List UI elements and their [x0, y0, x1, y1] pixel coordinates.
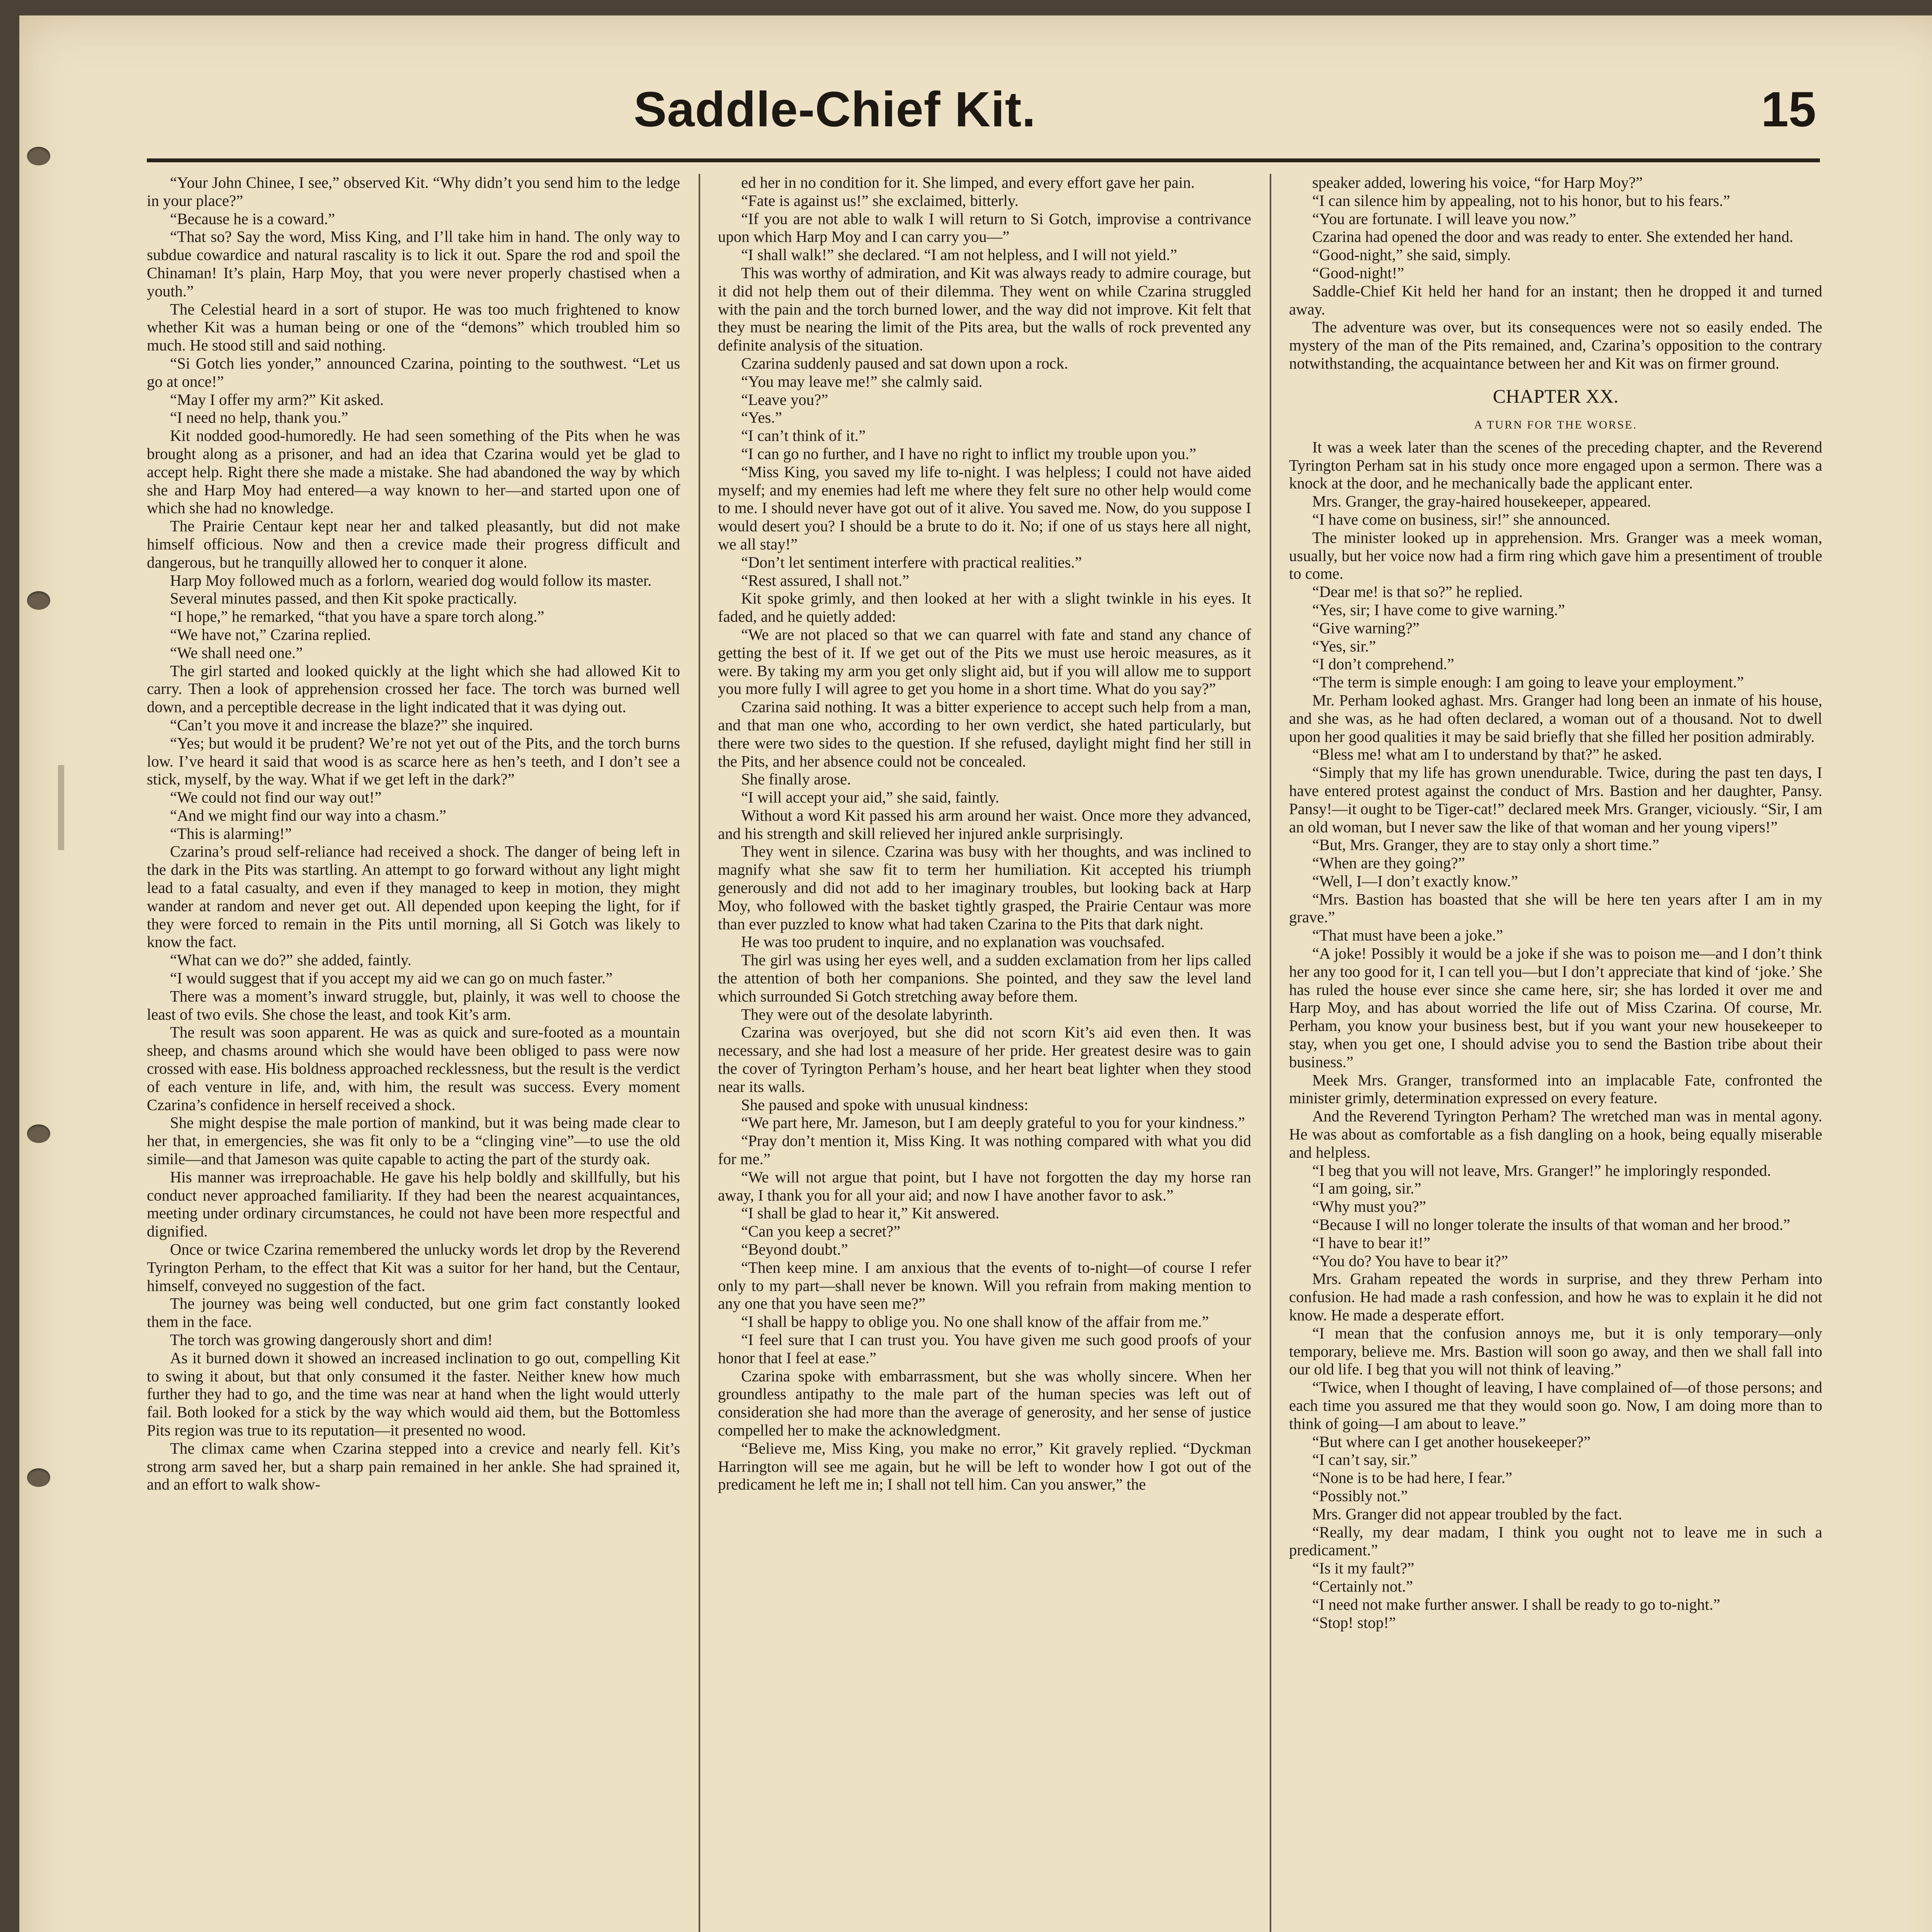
binding-hole	[27, 1124, 50, 1143]
page-header	[147, 73, 1816, 155]
paragraph: Czarina spoke with embarrassment, but she was wholly sincere. When her groundless antipathy to the male part of the human species was left out of consideration she had more than the average of generosity, and her sense of justice compelled her to make the acknowledgment.	[718, 1367, 1251, 1439]
paragraph: “Mrs. Bastion has boasted that she will be here ten years after I am in my grave.”	[1289, 890, 1822, 926]
paragraph: She paused and spoke with unusual kindness:	[741, 1096, 1029, 1114]
paragraph: “I shall be happy to oblige you. No one shall know of the affair from me.”	[741, 1313, 1209, 1331]
paragraph: “Pray don’t mention it, Miss King. It was nothing compared with what you did for me.”	[718, 1132, 1251, 1168]
paragraph: She finally arose.	[741, 770, 851, 788]
paragraph: “I shall be glad to hear it,” Kit answered.	[741, 1204, 1000, 1222]
paragraph: He was too prudent to inquire, and no explanation was vouchsafed.	[741, 933, 1165, 951]
paragraph: “I can’t say, sir.”	[1312, 1451, 1417, 1469]
paragraph: Meek Mrs. Granger, transformed into an implacable Fate, confronted the minister grimly, determination expressed on every feature.	[1289, 1071, 1822, 1107]
paragraph: “None is to be had here, I fear.”	[1312, 1469, 1512, 1487]
paragraph: The result was soon apparent. He was as quick and sure-footed as a mountain sheep, and chasms around which she would have been obliged to pass were now crossed with ease. His boldness approached recklessness, but the result is the verdict of each venture in life, and, with him, the result was success. Every moment Czarina’s confidence in herself received a shock.	[147, 1024, 680, 1114]
paragraph: “We could not find our way out!”	[170, 789, 382, 806]
paragraph: It was a week later than the scenes of the preceding chapter, and the Reverend Tyrington Perham sat in his study once more engaged upon a sermon. There was a knock at the door, and he mechanically bade the applicant enter.	[1289, 438, 1822, 492]
paragraph: “You are fortunate. I will leave you now.”	[1312, 210, 1577, 228]
paragraph: “Then keep mine. I am anxious that the events of to-night—of course I refer only to my part—shall never be known. Will you refrain from making mention to any one that you have seen me?”	[718, 1259, 1251, 1313]
column-divider	[1270, 174, 1271, 1932]
paragraph: “I shall walk!” she declared. “I am not helpless, and I will not yield.”	[741, 246, 1177, 264]
paragraph: “Miss King, you saved my life to-night. I was helpless; I could not have aided myself; and my enemies had left me where they felt sure no other help would come to me. I should never have got out of it alive. You saved me. Now, do you suppose I would desert you? I should be a brute to do it. No; if one of us stays here all night, we all stay!”	[718, 463, 1251, 553]
paragraph: “Is it my fault?”	[1312, 1560, 1414, 1577]
paragraph: “That so? Say the word, Miss King, and I’ll take him in hand. The only way to subdue cowardice and natural rascality is to lick it out. Spare the rod and spoil the Chinaman! It’s plain, Harp Moy, that you were never properly chastised when a youth.”	[147, 228, 680, 300]
paragraph: “This is alarming!”	[170, 825, 292, 842]
paragraph: Several minutes passed, and then Kit spoke practically.	[170, 590, 517, 607]
paragraph: The girl was using her eyes well, and a sudden exclamation from her lips called the attention of both her companions. She pointed, and they saw the level land which surrounded Si Gotch stretching away before them.	[718, 951, 1251, 1005]
paragraph: “I can silence him by appealing, not to his honor, but to his fears.”	[1312, 192, 1730, 209]
paragraph: “Certainly not.”	[1312, 1577, 1413, 1595]
paragraph: “Well, I—I don’t exactly know.”	[1312, 872, 1518, 890]
binding-edge	[19, 15, 81, 1932]
paragraph: “What can we do?” she added, faintly.	[170, 951, 412, 969]
column-divider	[699, 174, 700, 1932]
paragraph: “Good-night!”	[1312, 264, 1404, 282]
paragraph: Czarina said nothing. It was a bitter experience to accept such help from a man, and that man one who, according to her own verdict, she hated particularly, but there were two sides to the question. If she refused, daylight might find her still in the Pits, and her absence could not be concealed.	[718, 698, 1251, 770]
paragraph: “Because he is a coward.”	[170, 210, 335, 228]
paragraph: The adventure was over, but its consequences were not so easily ended. The mystery of the man of the Pits remained, and, Czarina’s opposition to the contrary notwithstanding, the acquaintance between her and Kit was on firmer ground.	[1289, 318, 1822, 372]
paragraph: “I will accept your aid,” she said, faintly.	[741, 789, 999, 806]
paragraph: His manner was irreproachable. He gave his help boldly and skillfully, but his conduct never approached familiarity. If they had been the nearest acquaintances, meeting under ordinary circumstances, he could not have been more respectful and dignified.	[147, 1168, 680, 1240]
page-number: 15	[1761, 82, 1816, 137]
paragraph: “But, Mrs. Granger, they are to stay only a short time.”	[1312, 836, 1659, 854]
paragraph: “You may leave me!” she calmly said.	[741, 372, 983, 390]
paragraph: “Yes, sir.”	[1312, 637, 1376, 655]
paragraph: “Leave you?”	[741, 391, 828, 408]
paragraph: “I feel sure that I can trust you. You have given me such good proofs of your honor that I feel at ease.”	[718, 1331, 1251, 1367]
paragraph: “That must have been a joke.”	[1312, 927, 1503, 944]
paragraph: Czarina had opened the door and was ready to enter. She extended her hand.	[1312, 228, 1793, 246]
paragraph: The journey was being well conducted, but one grim fact constantly looked them in the face.	[147, 1295, 680, 1331]
paragraph: “Beyond doubt.”	[741, 1241, 848, 1259]
paragraph: She might despise the male portion of mankind, but it was being made clear to her that, in emergencies, she was fit only to be a “clinging vine”—to use the old simile—and that Jameson was quite capable to acting the part of the sturdy oak.	[147, 1114, 680, 1168]
paragraph: Czarina’s proud self-reliance had received a shock. The danger of being left in the dark in the Pits was startling. An attempt to go forward without any light might lead to a fatal casualty, and even if they managed to keep in motion, they might wander at random and never get out. All depended upon keeping the light, for if they were forced to remain in the Pits until morning, all Si Gotch was likely to know the fact.	[147, 843, 680, 951]
paragraph: Saddle-Chief Kit held her hand for an instant; then he dropped it and turned away.	[1289, 282, 1822, 318]
paragraph: Without a word Kit passed his arm around her waist. Once more they advanced, and his strength and skill relieved her injured ankle surprisingly.	[718, 806, 1251, 842]
paragraph: “Really, my dear madam, I think you ought not to leave me in such a predicament.”	[1289, 1523, 1822, 1559]
paragraph: “Yes.”	[741, 409, 782, 427]
paragraph: “Yes; but would it be prudent? We’re not yet out of the Pits, and the torch burns low. I’ve heard it said that wood is as scarce here as hen’s teeth, and I don’t see a stick, myself, by the way. What if we get left in the dark?”	[147, 734, 680, 788]
paragraph: “We part here, Mr. Jameson, but I am deeply grateful to you for your kindness.”	[741, 1114, 1245, 1132]
paragraph: They were out of the desolate labyrinth.	[741, 1005, 993, 1023]
running-title: Saddle-Chief Kit.	[634, 82, 1036, 137]
paragraph: Czarina was overjoyed, but she did not scorn Kit’s aid even then. It was necessary, and she had lost a measure of her pride. Her greatest desire was to gain the cover of Tyrington Perham’s house, and her heart beat lighter when they stood near its walls.	[718, 1024, 1251, 1095]
paragraph: speaker added, lowering his voice, “for Harp Moy?”	[1312, 174, 1643, 191]
paragraph: “We are not placed so that we can quarrel with fate and stand any chance of getting the best of it. If we get out of the Pits we must use heroic measures, as it were. By taking my arm you get only slight aid, but if you will allow me to support you more fully I will agree to get you home in a short time. What do you say?”	[718, 626, 1251, 698]
paragraph: They went in silence. Czarina was busy with her thoughts, and was inclined to magnify what she saw fit to term her humiliation. Kit accepted his triumph generously and did not add to her imaginary troubles, but looking back at Harp Moy, who followed with the basket tightly grasped, the Prairie Centaur was more than ever puzzled to know what had taken Czarina to the Pits that dark night.	[718, 843, 1251, 933]
paragraph: “Simply that my life has grown unendurable. Twice, during the past ten days, I have entered protest against the conduct of Mrs. Bastion and her daughter, Pansy. Pansy!—it ought to be Tiger-cat!” declared meek Mrs. Granger, viciously. “Sir, I am an old woman, but I never saw the like of that woman and her young vipers!”	[1289, 764, 1822, 836]
paragraph: “When are they going?”	[1312, 854, 1465, 872]
paragraph: “Good-night,” she said, simply.	[1312, 246, 1511, 264]
paragraph: “You do? You have to bear it?”	[1312, 1252, 1508, 1270]
paragraph: “I would suggest that if you accept my aid we can go on much faster.”	[170, 969, 613, 987]
paragraph: Mrs. Granger, the gray-haired housekeeper, appeared.	[1312, 493, 1651, 510]
paragraph: Mr. Perham looked aghast. Mrs. Granger had long been an inmate of his house, and she was, as he had often declared, a woman out of a thousand. Not to dwell upon her good qualities it may be said briefly that she filled her position admirably.	[1289, 691, 1822, 745]
paragraph: “Si Gotch lies yonder,” announced Czarina, pointing to the southwest. “Let us go at once!”	[147, 354, 680, 390]
paragraph: “We will not argue that point, but I have not forgotten the day my horse ran away, I thank you for all your aid; and now I have another favor to ask.”	[718, 1168, 1251, 1204]
paragraph: The minister looked up in apprehension. Mrs. Granger was a meek woman, usually, but her voice now had a firm ring which gave him a presentiment of trouble to come.	[1289, 529, 1822, 583]
paragraph: “Rest assured, I shall not.”	[741, 571, 910, 589]
binding-hole	[27, 591, 50, 610]
paragraph: “Fate is against us!” she exclaimed, bitterly.	[741, 192, 1019, 209]
chapter-heading: CHAPTER XX.	[1493, 385, 1619, 407]
paragraph: The Prairie Centaur kept near her and talked pleasantly, but did not make himself officious. Now and then a crevice made their progress difficult and dangerous, but he tranquilly allowed her to conquer it alone.	[147, 517, 680, 571]
paragraph: “I have come on business, sir!” she announced.	[1312, 510, 1611, 528]
paragraph: “I mean that the confusion annoys me, but it is only temporary—only temporary, believe me. Mrs. Bastion will soon go away, and then we shall fall into our old life. I beg that you will not think of leaving.”	[1289, 1324, 1822, 1378]
paragraph: The girl started and looked quickly at the light which she had allowed Kit to carry. Then a look of apprehension crossed her face. The torch was burned well down, and a perceptible decrease in the light indicated that it was dying out.	[147, 662, 680, 716]
paragraph: “Your John Chinee, I see,” observed Kit. “Why didn’t you send him to the ledge in your place?”	[147, 174, 680, 209]
paragraph: “I need not make further answer. I shall be ready to go to-night.”	[1312, 1595, 1720, 1613]
paragraph: “A joke! Possibly it would be a joke if she was to poison me—and I don’t think her any too good for it, I can tell you—but I don’t appreciate that kind of ‘joke.’ She has ruled the house ever since she came here, sir; she has lorded it over me and Harp Moy, and has about worried the life out of Miss Czarina. Of course, Mr. Perham, you know your business best, but if you want your new housekeeper to stay, when you get one, I should advise you to send the Bastion tribe about their business.”	[1289, 945, 1822, 1071]
paragraph: “Can you keep a secret?”	[741, 1223, 901, 1240]
paragraph: “I can’t think of it.”	[741, 427, 866, 445]
paragraph: “We shall need one.”	[170, 644, 303, 662]
paragraph: “Bless me! what am I to understand by that?” he asked.	[1312, 746, 1662, 764]
paragraph: There was a moment’s inward struggle, but, plainly, it was well to choose the least of two evils. She chose the least, and took Kit’s arm.	[147, 987, 680, 1023]
paragraph: “I can go no further, and I have no right to inflict my trouble upon you.”	[741, 445, 1196, 463]
text-column-1	[147, 174, 680, 1932]
text-column-3	[1289, 174, 1822, 1932]
paragraph: “Can’t you move it and increase the blaze?” she inquired.	[170, 716, 533, 734]
paragraph: “Give warning?”	[1312, 619, 1420, 637]
paragraph: “I am going, sir.”	[1312, 1180, 1422, 1197]
paragraph: “Don’t let sentiment interfere with practical realities.”	[741, 553, 1082, 571]
paragraph: Kit spoke grimly, and then looked at her with a slight twinkle in his eyes. It faded, and he quietly added:	[718, 590, 1251, 626]
paragraph: Kit nodded good-humoredly. He had seen something of the Pits when he was brought along as a prisoner, and had an idea that Czarina would yet be glad to accept help. Right there she made a mistake. She had abandoned the way by which she and Harp Moy had entered—a way known to her—and started upon one of which she had no knowledge.	[147, 427, 680, 517]
paragraph: “Believe me, Miss King, you make no error,” Kit gravely replied. “Dyckman Harrington will see me again, but he will be left to wonder how I got out of the predicament he left me in; I shall not tell him. Can you answer,” the	[718, 1439, 1251, 1493]
paragraph: “Why must you?”	[1312, 1198, 1426, 1216]
paragraph: “I don’t comprehend.”	[1312, 655, 1454, 673]
paragraph: “Possibly not.”	[1312, 1487, 1408, 1505]
paragraph: “Yes, sir; I have come to give warning.”	[1312, 601, 1565, 619]
paragraph: “But where can I get another housekeeper?”	[1312, 1433, 1591, 1451]
paragraph: “And we might find our way into a chasm.”	[170, 806, 446, 824]
paragraph: Mrs. Graham repeated the words in surprise, and they threw Perham into confusion. He had made a rash confession, and how he was to explain it he did not know. He made a desperate effort.	[1289, 1270, 1822, 1324]
paragraph: The torch was growing dangerously short and dim!	[170, 1331, 493, 1349]
paragraph: As it burned down it showed an increased inclination to go out, compelling Kit to swing it about, but that only consumed it the faster. Neither knew how much further they had to go, and the time was near at hand when the light would utterly fail. Both looked for a stick by the way which would aid them, but the Bottomless Pits region was true to its reputation—it presented no wood.	[147, 1349, 680, 1439]
paragraph: “Stop! stop!”	[1312, 1614, 1396, 1631]
paragraph: ed her in no condition for it. She limped, and every effort gave her pain.	[741, 174, 1195, 191]
paragraph: “I have to bear it!”	[1312, 1234, 1430, 1252]
paragraph: “I beg that you will not leave, Mrs. Granger!” he imploringly responded.	[1312, 1162, 1771, 1179]
paragraph: “I hope,” he remarked, “that you have a spare torch along.”	[170, 608, 544, 626]
binding-hole	[27, 1468, 50, 1487]
paragraph: “Twice, when I thought of leaving, I have complained of—of those persons; and each time you assured me that they would soon go. Now, I am doing more than to think of going—I am about to leave.”	[1289, 1379, 1822, 1432]
header-rule	[147, 158, 1820, 162]
paragraph: Mrs. Granger did not appear troubled by the fact.	[1312, 1505, 1622, 1523]
paragraph: “I need no help, thank you.”	[170, 409, 349, 427]
text-column-2	[718, 174, 1251, 1932]
staple	[58, 765, 64, 850]
paragraph: And the Reverend Tyrington Perham? The wretched man was in mental agony. He was about as comfortable as a fish dangling on a hook, being equally miserable and helpless.	[1289, 1107, 1822, 1161]
paragraph: The Celestial heard in a sort of stupor. He was too much frightened to know whether Kit was a human being or one of the “demons” which troubled him so much. He stood still and said nothing.	[147, 300, 680, 354]
paragraph: Once or twice Czarina remembered the unlucky words let drop by the Reverend Tyrington Perham, to the effect that Kit was a suitor for her hand, but the Centaur, himself, conveyed no suggestion of the fact.	[147, 1241, 680, 1294]
paragraph: “The term is simple enough: I am going to leave your employment.”	[1312, 673, 1744, 691]
paragraph: “We have not,” Czarina replied.	[170, 626, 371, 643]
binding-hole	[27, 147, 50, 165]
paragraph: This was worthy of admiration, and Kit was always ready to admire courage, but it did not help them out of their dilemma. They went on while Czarina struggled with the pain and the torch burned lower, and the way did not improve. Kit felt that they must be nearing the limit of the Pits area, but the walls of rock prevented any definite analysis of the situation.	[718, 264, 1251, 354]
paragraph: “Dear me! is that so?” he replied.	[1312, 583, 1523, 601]
paragraph: The climax came when Czarina stepped into a crevice and nearly fell. Kit’s strong arm saved her, but a sharp pain remained in her ankle. She had sprained it, and an effort to walk show-	[147, 1439, 680, 1493]
paragraph: “May I offer my arm?” Kit asked.	[170, 391, 384, 408]
chapter-subtitle: A TURN FOR THE WORSE.	[1474, 418, 1638, 431]
paragraph: “If you are not able to walk I will return to Si Gotch, improvise a contrivance upon which Harp Moy and I can carry you—”	[718, 210, 1251, 246]
paragraph: Harp Moy followed much as a forlorn, wearied dog would follow its master.	[170, 571, 652, 589]
paragraph: “Because I will no longer tolerate the insults of that woman and her brood.”	[1312, 1216, 1791, 1234]
paragraph: Czarina suddenly paused and sat down upon a rock.	[741, 354, 1068, 372]
